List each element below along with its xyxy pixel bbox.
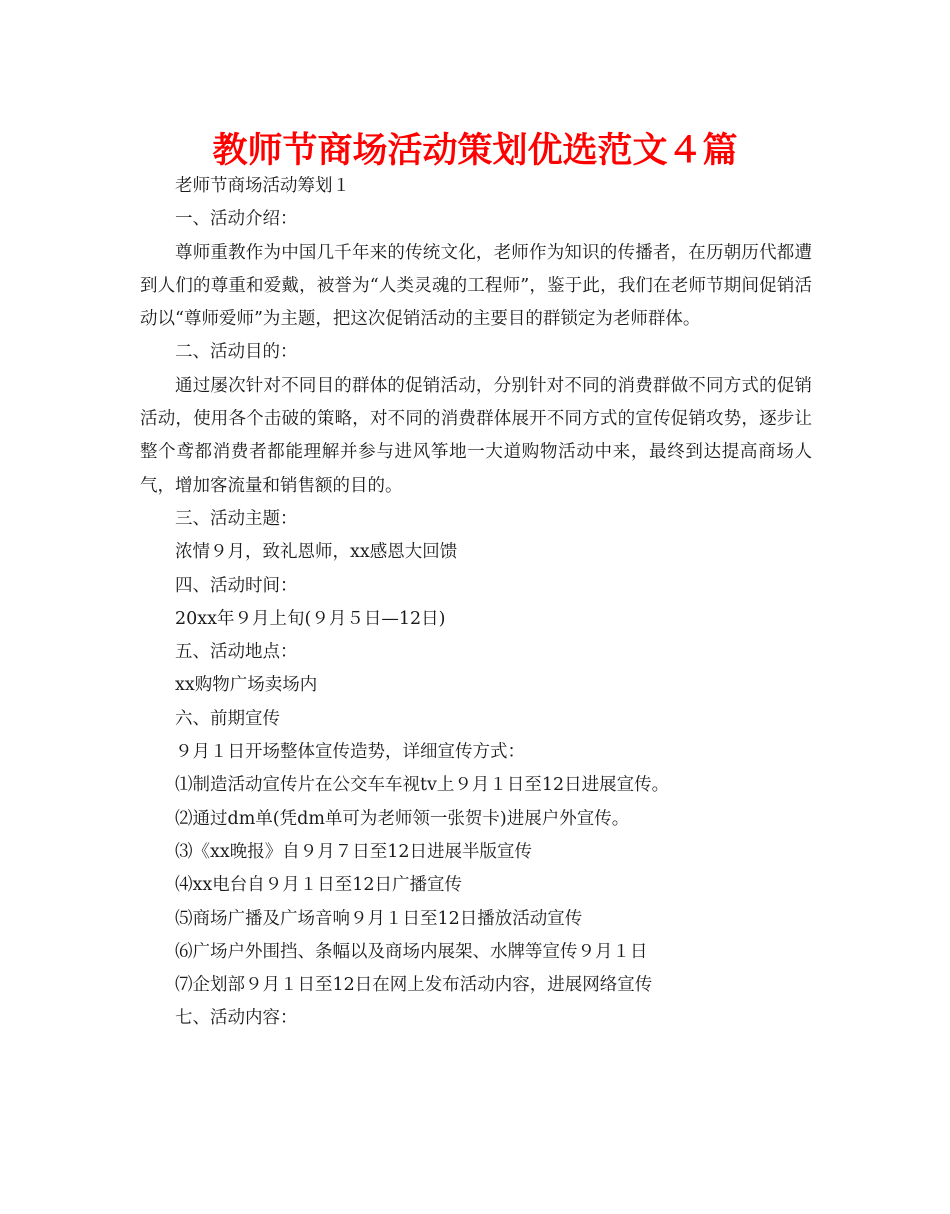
paragraph: ⑶《xx晚报》自９月７日至12日进展半版宣传 bbox=[175, 841, 533, 862]
document-title: 教师节商场活动策划优选范文４篇 bbox=[212, 131, 738, 171]
paragraph: ⑺企划部９月１日至12日在网上发布活动内容，进展网络宣传 bbox=[175, 975, 653, 996]
paragraph: ⑹广场户外围挡、条幅以及商场内展架、水牌等宣传９月１日 bbox=[175, 941, 648, 962]
paragraph: 五、活动地点： bbox=[175, 642, 298, 663]
paragraph: 老师节商场活动筹划１ bbox=[175, 176, 350, 196]
paragraph: ９月１日开场整体宣传造势，详细宣传方式： bbox=[175, 742, 525, 763]
document-body bbox=[140, 170, 812, 1036]
paragraph: ⑵通过dm单(凭dm单可为老师领一张贺卡)进展户外宣传。 bbox=[175, 808, 630, 829]
paragraph: 四、活动时间： bbox=[175, 575, 298, 596]
paragraph: 六、前期宣传 bbox=[175, 708, 280, 729]
paragraph: 三、活动主题： bbox=[175, 508, 298, 529]
paragraph: 一、活动介绍： bbox=[175, 209, 298, 230]
paragraph: ⑸商场广播及广场音响９月１日至12日播放活动宣传 bbox=[175, 908, 583, 929]
paragraph: 七、活动内容： bbox=[175, 1008, 298, 1029]
paragraph: xx购物广场卖场内 bbox=[175, 675, 318, 696]
paragraph: 尊师重教作为中国几千年来的传统文化，老师作为知识的传播者，在历朝历代都遭到人们的尊重和爱戴，被誉为“人类灵魂的工程师”，鉴于此，我们在老师节期间促销活动以“尊师爱师”为主题，把这次促销活动的主要目的群锁定为老师群体。 bbox=[140, 242, 812, 330]
paragraph: ⑴制造活动宣传片在公交车车视tv上９月１日至12日进展宣传。 bbox=[175, 775, 670, 796]
paragraph: ⑷xx电台自９月１日至12日广播宣传 bbox=[175, 875, 463, 896]
paragraph: 20xx年９月上旬(９月５日—12日) bbox=[175, 608, 446, 629]
paragraph: 通过屡次针对不同目的群体的促销活动，分别针对不同的消费群做不同方式的促销活动，使用各个击破的策略，对不同的消费群体展开不同方式的宣传促销攻势，逐步让整个鸢都消费者都能理解并参与进风筝地一大道购物活动中来，最终到达提高商场人气，增加客流量和销售额的目的。 bbox=[140, 375, 812, 496]
paragraph: 二、活动目的： bbox=[175, 342, 298, 363]
paragraph: 浓情９月，致礼恩师，xx感恩大回馈 bbox=[175, 542, 458, 563]
